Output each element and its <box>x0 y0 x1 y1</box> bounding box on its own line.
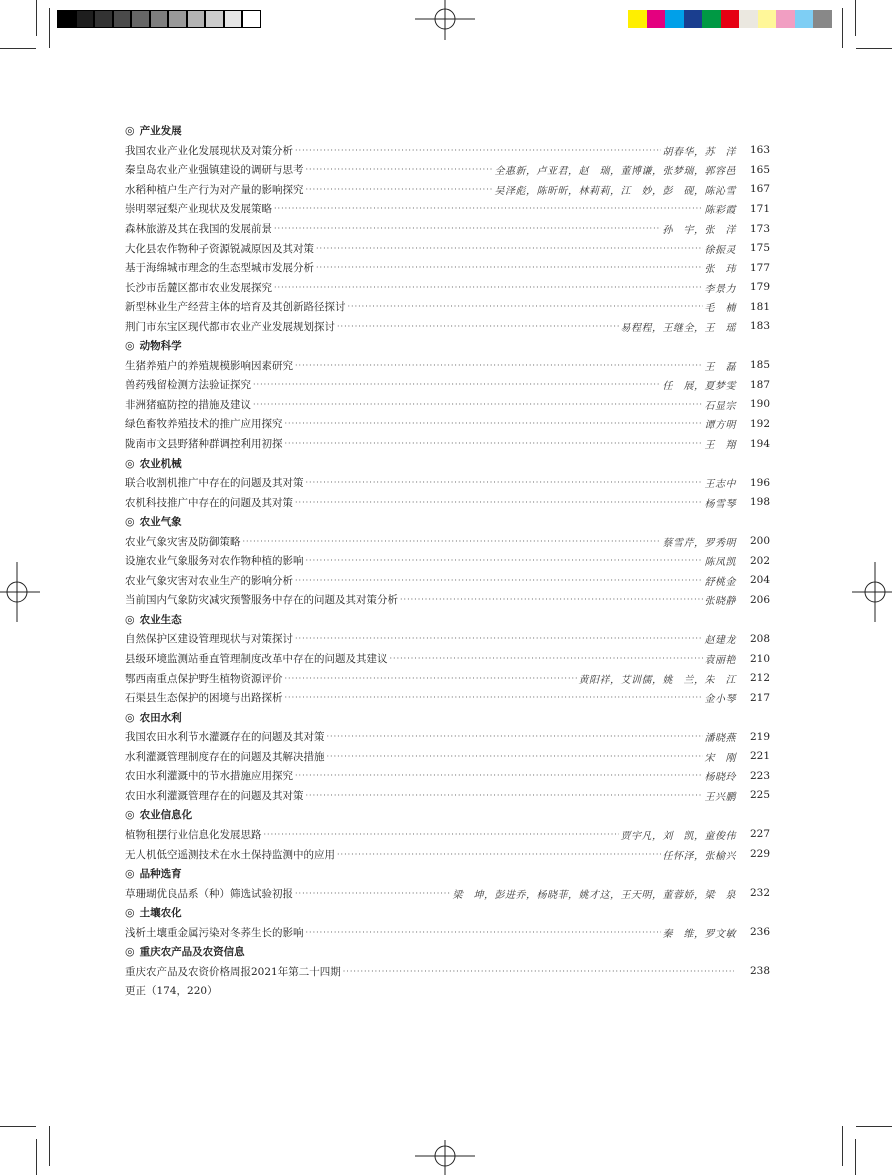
leader-dots <box>306 478 703 487</box>
article-title[interactable]: 长沙市岳麓区都市农业发展探究 <box>125 281 272 294</box>
article-authors: 胡春华，苏 洋 <box>662 146 736 158</box>
color-swatch <box>721 10 740 28</box>
section-heading <box>125 864 770 884</box>
page-number: 171 <box>749 202 770 215</box>
article-title[interactable]: 农田水利灌溉中的节水措施应用探究 <box>125 770 293 783</box>
crop-mark <box>0 1126 36 1127</box>
section-mark-icon: ◎ <box>125 945 135 959</box>
article-title[interactable]: 植物租摆行业信息化发展思路 <box>125 828 262 841</box>
leader-dots <box>306 165 493 174</box>
article-authors: 王 磊 <box>704 361 736 373</box>
article-title[interactable]: 农田水利灌溉管理存在的问题及其对策 <box>125 789 304 802</box>
toc-entry[interactable] <box>125 883 770 903</box>
section-heading <box>125 512 770 532</box>
article-authors: 孙 宇，张 洋 <box>662 225 736 236</box>
grayscale-swatch <box>224 10 243 28</box>
toc-entry[interactable] <box>125 727 770 747</box>
page-number: 175 <box>749 242 770 255</box>
toc-entry[interactable] <box>125 356 770 376</box>
toc-entry[interactable] <box>125 180 770 200</box>
toc-entry[interactable] <box>125 141 770 161</box>
leader-dots <box>264 830 619 839</box>
color-swatch <box>758 10 777 28</box>
article-authors: 徐振灵 <box>704 244 736 256</box>
grayscale-swatch <box>113 10 132 28</box>
article-title[interactable]: 新型林业生产经营主体的培育及其创新路径探讨 <box>125 301 346 314</box>
article-title[interactable]: 生猪养殖户的养殖规模影响因素研究 <box>125 359 293 372</box>
toc-entry[interactable] <box>125 786 770 806</box>
toc-entry[interactable] <box>125 922 770 942</box>
article-authors: 毛 楠 <box>704 303 736 315</box>
page-number: 204 <box>749 574 770 587</box>
section-title: 动物科学 <box>139 340 182 353</box>
toc-entry[interactable] <box>125 825 770 845</box>
toc-entry[interactable] <box>125 316 770 336</box>
registration-mark-icon <box>413 0 477 40</box>
article-title[interactable]: 鄂西南重点保护野生植物资源评价 <box>125 672 283 685</box>
color-swatch <box>795 10 814 28</box>
crop-mark <box>856 1126 892 1127</box>
article-authors: 全惠新，卢亚君，赵 瑞，董博谦，张梦瑞，郭容邑 <box>494 166 736 178</box>
article-authors: 赵建龙 <box>704 635 736 647</box>
toc-entry[interactable] <box>125 473 770 493</box>
leader-dots <box>327 732 703 741</box>
section-title: 土壤农化 <box>139 907 182 920</box>
toc-entry[interactable] <box>125 688 770 708</box>
color-swatch <box>813 10 832 28</box>
toc-entry[interactable] <box>125 297 770 317</box>
article-title[interactable]: 自然保护区建设管理现状与对策探讨 <box>125 633 293 646</box>
article-authors: 宋 刚 <box>704 752 736 764</box>
page-number: 163 <box>749 144 770 157</box>
article-title[interactable]: 陇南市文县野猪种群调控利用初探 <box>125 438 283 451</box>
leader-dots <box>274 224 661 233</box>
crop-mark <box>0 48 36 49</box>
article-authors: 李景力 <box>704 283 736 295</box>
article-title[interactable]: 兽药残留检测方法验证探究 <box>125 379 251 392</box>
article-authors: 谭方明 <box>704 420 736 432</box>
toc-entry[interactable] <box>125 766 770 786</box>
leader-dots <box>285 674 577 683</box>
article-authors: 梁 坤，彭进乔，杨晓菲，姚才这，王天明，董蓉娇，梁 泉 <box>452 889 736 901</box>
leader-dots <box>295 771 703 780</box>
article-authors: 任怀泽，张榆兴 <box>662 850 736 862</box>
leader-dots <box>306 791 703 800</box>
article-title[interactable]: 秦皇岛农业产业强镇建设的调研与思考 <box>125 164 304 177</box>
page-number: 206 <box>749 593 770 606</box>
leader-dots <box>285 693 703 702</box>
toc-entry[interactable] <box>125 649 770 669</box>
toc-entry[interactable] <box>125 962 770 982</box>
toc-entry[interactable] <box>125 160 770 180</box>
page-number: 196 <box>749 476 770 489</box>
page-number: 167 <box>749 183 770 196</box>
section-mark-icon: ◎ <box>125 906 135 920</box>
leader-dots <box>243 537 661 546</box>
section-title: 产业发展 <box>139 125 182 138</box>
crop-mark <box>842 8 843 48</box>
leader-dots <box>400 595 703 604</box>
toc-entry[interactable] <box>125 375 770 395</box>
crop-mark <box>856 48 892 49</box>
section-mark-icon: ◎ <box>125 612 135 626</box>
page-number: 208 <box>749 632 770 645</box>
section-mark-icon: ◎ <box>125 456 135 470</box>
leader-dots <box>274 204 703 213</box>
grayscale-swatch <box>242 10 261 28</box>
crop-mark <box>36 1139 37 1175</box>
crop-mark <box>49 8 50 48</box>
leader-dots <box>274 283 703 292</box>
leader-dots <box>316 244 703 253</box>
article-authors: 王兴鹏 <box>704 791 736 803</box>
leader-dots <box>306 185 493 194</box>
crop-mark <box>855 0 856 36</box>
grayscale-swatch <box>57 10 76 28</box>
page-number: 236 <box>749 926 770 939</box>
article-title[interactable]: 农业气象灾害及防御策略 <box>125 535 241 548</box>
article-authors: 王志中 <box>704 479 736 491</box>
page-number: 212 <box>749 672 770 685</box>
registration-mark-icon <box>852 560 892 624</box>
article-title[interactable]: 基于海绵城市理念的生态型城市发展分析 <box>125 262 314 275</box>
color-swatch <box>665 10 684 28</box>
article-title[interactable]: 农业气象灾害对农业生产的影响分析 <box>125 574 293 587</box>
toc-entry[interactable] <box>125 590 770 610</box>
page-number: 210 <box>749 652 770 665</box>
section-heading <box>125 903 770 923</box>
leader-dots <box>285 419 703 428</box>
page-number: 179 <box>749 281 770 294</box>
article-title[interactable]: 重庆农产品及农资价格周报2021年第二十四期 <box>125 965 341 978</box>
leader-dots <box>348 302 703 311</box>
toc-entry[interactable] <box>125 395 770 415</box>
leader-dots <box>295 634 703 643</box>
toc-entry[interactable] <box>125 668 770 688</box>
article-title[interactable]: 荆门市东宝区现代都市农业产业发展规划探讨 <box>125 320 335 333</box>
article-title[interactable]: 农机科技推广中存在的问题及其对策 <box>125 496 293 509</box>
article-title[interactable]: 设施农业气象服务对农作物种植的影响 <box>125 555 304 568</box>
section-title: 品种选育 <box>139 868 182 881</box>
article-title[interactable]: 水稻种植户生产行为对产量的影响探究 <box>125 183 304 196</box>
color-swatch <box>628 10 647 28</box>
toc-entry[interactable] <box>125 551 770 571</box>
article-authors: 杨晓玲 <box>704 772 736 784</box>
toc-entry[interactable] <box>125 414 770 434</box>
page-number: 219 <box>749 730 770 743</box>
section-title: 农业气象 <box>139 516 182 529</box>
crop-mark <box>49 1126 50 1166</box>
erratum-note: 更正（174，220） <box>125 985 218 998</box>
color-swatch <box>647 10 666 28</box>
section-mark-icon: ◎ <box>125 515 135 529</box>
article-authors: 张晓静 <box>704 596 736 608</box>
section-heading <box>125 805 770 825</box>
page-number: 192 <box>749 417 770 430</box>
article-authors: 陈凤凯 <box>704 557 736 569</box>
page-number: 198 <box>749 496 770 509</box>
section-heading <box>125 942 770 962</box>
section-title: 农业生态 <box>139 613 182 626</box>
article-title[interactable]: 我国农田水利节水灌溉存在的问题及其对策 <box>125 731 325 744</box>
page-number: 185 <box>749 359 770 372</box>
article-authors: 贾宇凡，刘 凯，童俊伟 <box>620 830 736 842</box>
registration-mark-icon <box>0 560 40 624</box>
grayscale-swatch <box>205 10 224 28</box>
page-number: 238 <box>749 965 770 978</box>
leader-dots <box>316 263 703 272</box>
toc-entry[interactable] <box>125 258 770 278</box>
leader-dots <box>390 654 703 663</box>
article-title[interactable]: 县级环境监测站垂直管理制度改革中存在的问题及其建议 <box>125 653 388 666</box>
leader-dots <box>306 928 661 937</box>
toc-entry[interactable] <box>125 629 770 649</box>
article-authors: 袁丽艳 <box>704 655 736 667</box>
article-title[interactable]: 崇明翠冠梨产业现状及发展策略 <box>125 203 272 216</box>
toc-entry[interactable] <box>125 844 770 864</box>
leader-dots <box>253 380 661 389</box>
article-title[interactable]: 水利灌溉管理制度存在的问题及其解决措施 <box>125 750 325 763</box>
article-authors: 黄阳祥，艾训儒，姚 兰，朱 江 <box>578 674 736 686</box>
color-swatch <box>684 10 703 28</box>
leader-dots <box>306 556 703 565</box>
page-number: 183 <box>749 320 770 333</box>
toc-entry[interactable] <box>125 571 770 591</box>
toc-entry[interactable] <box>125 219 770 239</box>
toc-entry[interactable] <box>125 238 770 258</box>
article-title[interactable]: 大化县农作物种子资源锐减原因及其对策 <box>125 242 314 255</box>
leader-dots <box>337 850 661 859</box>
grayscale-swatch <box>187 10 206 28</box>
toc-entry[interactable] <box>125 531 770 551</box>
page-number: 181 <box>749 300 770 313</box>
registration-mark-icon <box>413 1140 477 1175</box>
article-title[interactable]: 联合收割机推广中存在的问题及其对策 <box>125 477 304 490</box>
article-title[interactable]: 草珊瑚优良品系（种）筛选试验初报 <box>125 887 293 900</box>
crop-mark <box>36 0 37 36</box>
article-authors: 张 玮 <box>704 264 736 276</box>
color-swatch <box>739 10 758 28</box>
page-number: 173 <box>749 222 770 235</box>
article-authors: 陈彩霞 <box>704 205 736 217</box>
leader-dots <box>253 400 703 409</box>
crop-mark <box>842 1126 843 1166</box>
leader-dots <box>337 322 619 331</box>
crop-mark <box>855 1139 856 1175</box>
toc-entry[interactable] <box>125 434 770 454</box>
leader-dots <box>295 146 661 155</box>
page-number: 200 <box>749 535 770 548</box>
article-title[interactable]: 无人机低空遥测技术在水土保持监测中的应用 <box>125 848 335 861</box>
table-of-contents <box>125 121 770 1001</box>
toc-entry[interactable] <box>125 747 770 767</box>
section-mark-icon: ◎ <box>125 710 135 724</box>
leader-dots <box>295 361 703 370</box>
article-title[interactable]: 非洲猪瘟防控的措施及建议 <box>125 398 251 411</box>
article-title[interactable]: 浅析土壤重金属污染对冬荞生长的影响 <box>125 926 304 939</box>
article-title[interactable]: 当前国内气象防灾减灾预警服务中存在的问题及其对策分析 <box>125 594 398 607</box>
section-heading <box>125 707 770 727</box>
section-heading <box>125 610 770 630</box>
article-authors: 石显宗 <box>704 400 736 412</box>
toc-entry[interactable] <box>125 199 770 219</box>
grayscale-swatch <box>131 10 150 28</box>
section-mark-icon: ◎ <box>125 124 135 138</box>
toc-entry[interactable] <box>125 277 770 297</box>
article-title[interactable]: 石渠县生态保护的困境与出路探析 <box>125 692 283 705</box>
article-authors: 秦 维，罗文敏 <box>662 928 736 940</box>
page-number: 177 <box>749 261 770 274</box>
leader-dots <box>295 576 703 585</box>
page-number: 223 <box>749 769 770 782</box>
article-authors: 潘晓燕 <box>704 733 736 745</box>
article-authors: 王 翔 <box>704 440 736 452</box>
section-heading <box>125 453 770 473</box>
grayscale-swatch <box>94 10 113 28</box>
article-title[interactable]: 我国农业产业化发展现状及对策分析 <box>125 144 293 157</box>
page-number: 202 <box>749 554 770 567</box>
color-swatch <box>702 10 721 28</box>
leader-dots <box>295 498 703 507</box>
page-number: 217 <box>749 691 770 704</box>
page-number: 221 <box>749 750 770 763</box>
page-number: 190 <box>749 398 770 411</box>
page-number: 229 <box>749 848 770 860</box>
toc-entry[interactable] <box>125 492 770 512</box>
page-number: 194 <box>749 437 770 450</box>
leader-dots <box>295 889 451 898</box>
leader-dots <box>343 967 734 976</box>
leader-dots <box>327 752 703 761</box>
page-number: 232 <box>749 887 770 900</box>
color-swatch <box>776 10 795 28</box>
section-title: 农田水利 <box>139 711 182 724</box>
section-title: 重庆农产品及农资信息 <box>139 946 245 959</box>
page-number: 165 <box>749 163 770 176</box>
page-number: 225 <box>749 789 770 802</box>
article-authors: 蔡雪芹，罗秀明 <box>662 537 736 549</box>
article-title[interactable]: 绿色畜牧养殖技术的推广应用探究 <box>125 418 283 431</box>
leader-dots <box>285 439 703 448</box>
section-heading <box>125 121 770 141</box>
grayscale-swatch <box>76 10 95 28</box>
article-authors: 易程程，王继全，王 瑶 <box>620 322 736 334</box>
grayscale-swatch <box>168 10 187 28</box>
page-number: 227 <box>749 828 770 841</box>
article-authors: 舒桃金 <box>704 576 736 588</box>
grayscale-swatch <box>150 10 169 28</box>
article-authors: 任 展，夏梦雯 <box>662 381 736 393</box>
section-mark-icon: ◎ <box>125 808 135 822</box>
article-authors: 金小琴 <box>704 694 736 706</box>
page-number: 187 <box>749 378 770 391</box>
section-mark-icon: ◎ <box>125 867 135 881</box>
article-authors: 吴泽彪，陈昕昕，林莉莉，江 妙，彭 砚，陈沁雪 <box>494 185 736 197</box>
article-authors: 杨雪琴 <box>704 498 736 510</box>
section-title: 农业机械 <box>139 457 182 470</box>
article-title[interactable]: 森林旅游及其在我国的发展前景 <box>125 223 272 235</box>
section-heading <box>125 336 770 356</box>
section-mark-icon: ◎ <box>125 339 135 353</box>
section-title: 农业信息化 <box>139 809 193 822</box>
